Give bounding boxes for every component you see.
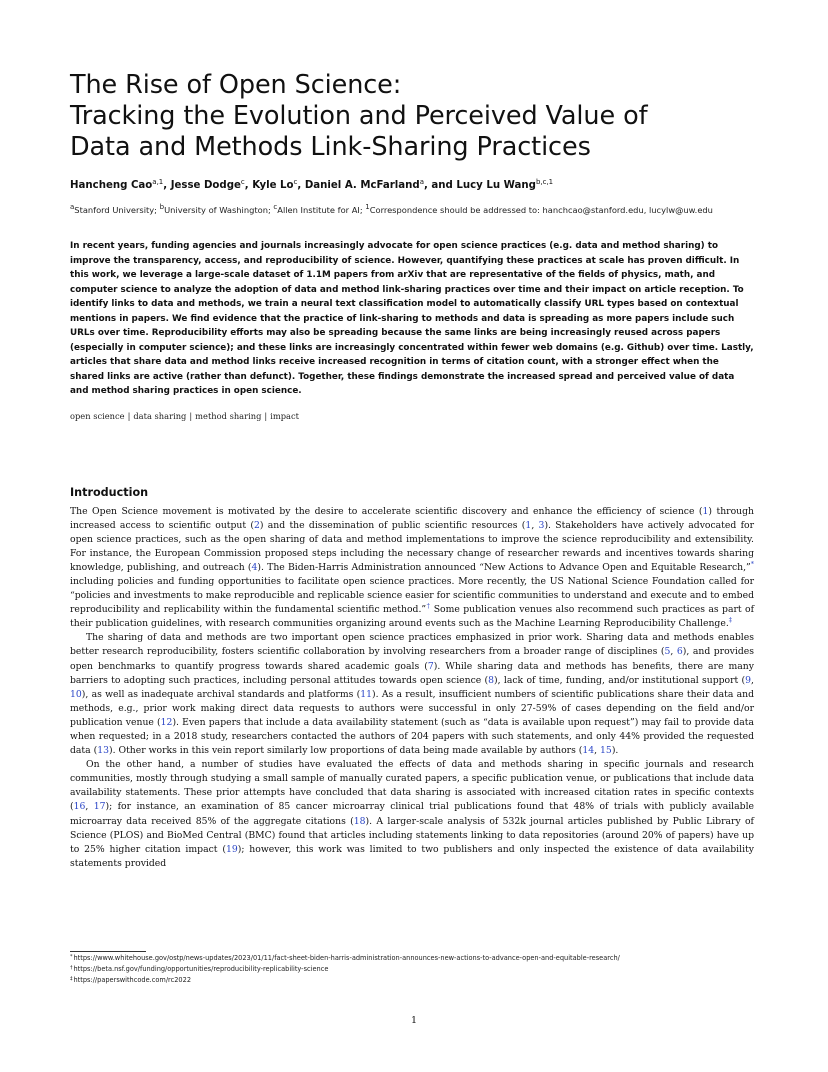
title-line-2: Tracking the Evolution and Perceived Value of <box>70 101 648 131</box>
footnote-ref[interactable]: * <box>750 559 755 568</box>
paragraph-text: On the other hand, a number of studies have evaluated the effects of data and methods sharing in specific journals and research communities, mostly through studying a small sample of manually curated papers, a specific publication venue, or publications that include data availability statements. These prior attempts have concluded that data sharing is associated with increased citation rates in specific contexts ( <box>70 759 754 813</box>
author-name: Kyle Lo <box>252 180 294 191</box>
citation-link[interactable]: 18 <box>353 815 366 827</box>
footnote <box>70 964 754 975</box>
paragraph-text: ). Even papers that include a data availability statement (such as “data is available upon request”) may fail to provide data when requested; in a 2018 study, researchers contacted the authors of 204 papers with such statements, and only 44% provided the requested data ( <box>70 716 754 757</box>
author-name: Jesse Dodge <box>170 180 241 191</box>
citation-link[interactable]: 13 <box>97 745 109 757</box>
affiliations <box>70 204 754 216</box>
citation-link[interactable]: 12 <box>160 716 173 728</box>
intro-paragraph-2 <box>70 631 754 758</box>
keyword-separator: | <box>127 410 131 421</box>
footnote-rule <box>70 951 146 952</box>
title-line-1: The Rise of Open Science: <box>70 70 402 100</box>
paragraph-text: , <box>670 646 677 658</box>
citation-link[interactable]: 5 <box>664 646 671 658</box>
citation-link[interactable]: 1 <box>525 519 532 531</box>
paragraph-text: ) and the dissemination of public scientific resources ( <box>259 519 526 531</box>
keyword: method sharing <box>195 410 262 421</box>
paragraph-text: ); however, this work was limited to two publishers and only inspected the existence of data availability statements provided <box>70 843 755 869</box>
footnotes <box>70 953 754 987</box>
paragraph-text: ). Stakeholders have actively advocated for open science practices, such as the open sharing of data and method implementations to improve the science reproducibility and extensibility. For instance, the European Commission proposed steps including the necessary change of researcher rewards and incentives towards sharing knowledge, publishing, and outreach ( <box>70 519 754 573</box>
paragraph-text: , <box>531 519 539 531</box>
paragraph-text: ). Other works in this vein report similarly low proportions of data being made available by authors ( <box>109 745 583 757</box>
intro-paragraph-1 <box>70 505 754 632</box>
title-line-3: Data and Methods Link-Sharing Practices <box>70 132 591 162</box>
keyword-separator: | <box>189 410 193 421</box>
footnote-ref[interactable]: ‡ <box>728 616 733 625</box>
author-affiliation-mark: a <box>419 178 424 186</box>
author-list <box>70 179 754 193</box>
citation-link[interactable]: 3 <box>538 519 545 531</box>
citation-link[interactable]: 2 <box>254 519 260 531</box>
paragraph-text: ). The Biden-Harris Administration announced “New Actions to Advance Open and Equitable Research,” <box>257 561 751 573</box>
intro-paragraph-3 <box>70 758 754 871</box>
author-affiliation-mark: c <box>240 178 245 186</box>
author-name: Hancheng Cao <box>70 180 153 191</box>
footnote-link[interactable]: https://paperswithcode.com/rc2022 <box>73 976 192 985</box>
citation-link[interactable]: 14 <box>582 745 595 757</box>
citation-link[interactable]: 19 <box>225 843 238 855</box>
citation-link[interactable]: 11 <box>360 688 372 700</box>
paragraph-text: ). <box>611 745 619 757</box>
citation-link[interactable]: 17 <box>93 801 106 813</box>
paragraph-text: including policies and funding opportunities to facilitate open science practices. More recently, the US National Science Foundation called for “policies and investments to make reproducible and replicable science easier for scientific communities to understand and execute and to embed reproducibility and replicability within the fundamental scientific method.” <box>70 575 754 616</box>
paragraph-text: ). While sharing data and methods has benefits, there are many barriers to adopting such practices, including personal attitudes towards open science ( <box>70 660 754 686</box>
citation-link[interactable]: 15 <box>600 745 612 757</box>
correspondence-mark: 1 <box>365 203 370 211</box>
correspondence-text: Correspondence should be addressed to: hanchcao@stanford.edu, lucylw@uw.edu <box>369 205 713 215</box>
citation-link[interactable]: 9 <box>745 674 752 686</box>
footnote <box>70 953 754 964</box>
footnote-mark: * <box>70 954 73 960</box>
paragraph-text: , <box>751 674 754 686</box>
footnote-mark: ‡ <box>70 976 73 983</box>
affiliation-mark: c <box>273 203 278 211</box>
paragraph-text: ). As a result, insufficient numbers of scientific publications share their data and methods, e.g., prior work making direct data requests to authors were successful in only 27-59% of cases depending on the field and/or publication venue ( <box>70 688 754 728</box>
paragraph-text: , <box>594 745 601 757</box>
keyword-separator: | <box>264 410 268 421</box>
citation-link[interactable]: 16 <box>73 801 86 813</box>
affiliation-text: Allen Institute for AI; <box>277 205 366 215</box>
paper-page <box>70 70 754 871</box>
author-separator: , <box>244 180 253 191</box>
abstract: In recent years, funding agencies and journals increasingly advocate for open science practices (e.g. data and method sharing) to improve the transparency, access, and reproducibility of science. However, quantifying these practices at scale has proven difficult. In this work, we leverage a large-scale dataset of 1.1M papers from arXiv that are representative of the fields of physics, math, and computer science to analyze the adoption of data and method link-sharing practices over time and their impact on article reception. To identify links to data and methods, we train a neural text classification model to automatically classify URL types based on contextual mentions in papers. We find evidence that the practice of link-sharing to methods and data is spreading as more papers include such URLs over time. Reproducibility efforts may also be spreading because the same links are being increasingly reused across papers (especially in computer science); and these links are increasingly concentrated within fewer web domains (e.g. Github) over time. Lastly, articles that share data and method links receive increased recognition in terms of citation count, with a stronger effect when the shared links are active (rather than defunct). Together, these findings demonstrate the increased spread and perceived value of data and method sharing practices in open science. <box>70 241 754 396</box>
affiliation-mark: a <box>70 203 75 211</box>
keyword: impact <box>270 410 299 421</box>
citation-link[interactable]: 7 <box>427 660 434 672</box>
paragraph-text: , <box>85 801 94 813</box>
footnote <box>70 975 754 986</box>
author-affiliation-mark: b,c,1 <box>535 178 554 186</box>
keyword: data sharing <box>133 410 187 421</box>
paper-title <box>70 70 754 163</box>
author-affiliation-mark: c <box>293 178 298 186</box>
footnote-link[interactable]: https://beta.nsf.gov/funding/opportunities/reproducibility-replicability-science <box>73 965 329 974</box>
author-affiliation-mark: a,1 <box>152 178 164 186</box>
citation-link[interactable]: 6 <box>676 646 683 658</box>
footnote-link[interactable]: https://www.whitehouse.gov/ostp/news-updates/2023/01/11/fact-sheet-biden-harris-administration-announces-new-actions-to-advance-open-and-equitable-research/ <box>73 954 620 962</box>
paragraph-text: The sharing of data and methods are two important open science practices emphasized in prior work. Sharing data and methods enables better research reproducibility, fosters scientific collaboration by involving researchers from a broader range of disciplines ( <box>70 632 754 658</box>
citation-link[interactable]: 10 <box>70 688 82 700</box>
footnote-ref[interactable]: † <box>426 602 431 611</box>
citation-link[interactable]: 1 <box>702 505 709 517</box>
paragraph-text: ), and provides open benchmarks to quantify progress towards shared academic goals ( <box>70 646 754 672</box>
citation-link[interactable]: 4 <box>251 561 258 573</box>
author-name: Lucy Lu Wang <box>456 180 536 191</box>
paragraph-text: ) through increased access to scientific output ( <box>70 505 754 531</box>
paragraph-text: The Open Science movement is motivated by the desire to accelerate scientific discovery and enhance the efficiency of science ( <box>70 505 703 517</box>
affiliation-text: Stanford University; <box>74 205 160 215</box>
section-heading-introduction: Introduction <box>70 485 149 499</box>
affiliation-mark: b <box>159 203 165 211</box>
paragraph-text: ); for instance, an examination of 85 cancer microarray clinical trial publications found that 48% of trials with publicly available microarray data received 85% of the aggregate citations ( <box>70 801 754 827</box>
page-number: 1 <box>410 1015 418 1026</box>
author-name: Daniel A. McFarland <box>304 180 420 191</box>
footnote-mark: † <box>70 965 73 972</box>
paragraph-text: ). A larger-scale analysis of 532k journal articles published by Public Library of Science (PLOS) and BioMed Central (BMC) found that articles including statements linking to data repositories (around 20% of papers) have up to 25% higher citation impact ( <box>70 815 754 855</box>
affiliation-text: University of Washington; <box>164 205 274 215</box>
keywords <box>70 411 754 421</box>
author-separator: , <box>297 180 305 191</box>
citation-link[interactable]: 8 <box>488 674 495 686</box>
paragraph-text: ), lack of time, funding, and/or institutional support ( <box>494 674 746 686</box>
keyword: open science <box>70 410 125 421</box>
paragraph-text: Some publication venues also recommend such practices as part of their publication guidelines, with research communities organizing around events such as the Machine Learning Reproducibility Challenge. <box>70 604 754 630</box>
author-separator: , and <box>423 180 457 191</box>
paragraph-text: ), as well as inadequate archival standards and platforms ( <box>81 688 361 700</box>
author-separator: , <box>163 180 171 191</box>
